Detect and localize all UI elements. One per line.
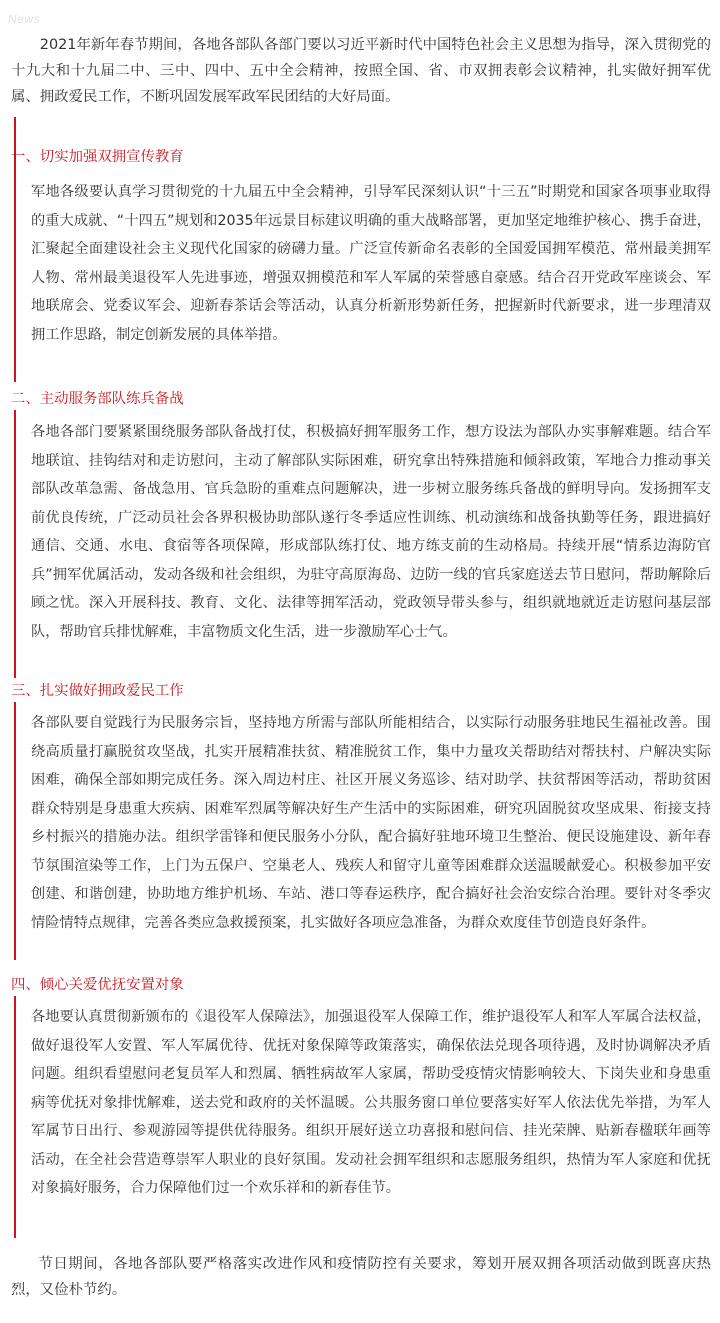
section-4-heading: 四、倾心关爱优抚安置对象 xyxy=(11,977,184,993)
news-watermark: News xyxy=(8,12,41,26)
section-2-body: 各地各部门要紧紧围绕服务部队备战打仗，积极搞好拥军服务工作，想方设法为部队办实事解难题。结合军地联谊、挂钩结对和走访慰问，主动了解部队实际困难，研究拿出特殊措施和倾斜政策，军地合力推动事关部队改革急需、备战急用、官兵急盼的重难点问题解决，进一步树立服务练兵备战的鲜明导向。发扬拥军支前优良传统，广泛动员社会各界积极协助部队遂行冬季适应性训练、机动演练和战备执勤等任务，跟进搞好通信、交通、水电、食宿等各项保障，形成部队练打仗、地方练支前的生动格局。持续开展“情系边海防官兵”拥军优属活动，发动各级和社会组织，为驻守高原海岛、边防一线的官兵家庭送去节日慰问，帮助解除后顾之忧。深入开展科技、教育、文化、法律等拥军活动，党政领导带头参与，组织就地就近走访慰问基层部队，帮助官兵排忧解难，丰富物质文化生活，进一步激励军心士气。 xyxy=(31,424,711,640)
section-3-body: 各部队要自觉践行为民服务宗旨，坚持地方所需与部队所能相结合，以实际行动服务驻地民生福祉改善。围绕高质量打赢脱贫攻坚战，扎实开展精准扶贫、精准脱贫工作，集中力量攻关帮助结对帮扶村、户解决实际困难，确保全部如期完成任务。深入周边村庄、社区开展义务巡诊、结对助学、扶贫帮困等活动，帮助贫困群众特别是身患重大疾病、困难军烈属等解决好生产生活中的实际困难，研究巩固脱贫攻坚成果、衔接支持乡村振兴的措施办法。组织学雷锋和便民服务小分队，配合搞好驻地环境卫生整治、便民设施建设、新年春节氛围渲染等工作，上门为五保户、空巢老人、残疾人和留守儿童等困难群众送温暖献爱心。积极参加平安创建、和谐创建，协助地方维护机场、车站、港口等春运秩序，配合搞好社会治安综合治理。要针对冬季灾情险情特点规律，完善各类应急救援预案，扎实做好各项应急准备，为群众欢度佳节创造良好条件。 xyxy=(31,715,711,931)
section-4-body: 各地要认真贯彻新颁布的《退役军人保障法》，加强退役军人保障工作，维护退役军人和军人军属合法权益，做好退役军人安置、军人军属优待、优抚对象保障等政策落实，确保依法兑现各项待遇，及时协调解决矛盾问题。组织看望慰问老复员军人和烈属、牺牲病故军人家属，帮助受疫情灾情影响较大、下岗失业和身患重病等优抚对象排忧解难，送去党和政府的关怀温暖。公共服务窗口单位要落实好军人依法优先举措，为军人军属节日出行、参观游园等提供优待服务。组织开展好送立功喜报和慰问信、挂光荣牌、贴新春楹联年画等活动，在全社会营造尊崇军人职业的良好氛围。发动社会拥军组织和志愿服务组织，热情为军人家庭和优抚对象搞好服务，合力保障他们过一个欢乐祥和的新春佳节。 xyxy=(31,1009,711,1196)
section-2-heading: 二、主动服务部队练兵备战 xyxy=(11,391,184,407)
section-1-heading: 一、切实加强双拥宣传教育 xyxy=(11,149,184,165)
section-2-bar xyxy=(14,410,16,678)
intro-paragraph: 2021年新年春节期间，各地各部队各部门要以习近平新时代中国特色社会主义思想为指导，深入贯彻党的十九大和十九届二中、三中、四中、五中全会精神，按照全国、省、市双拥表彰会议精神，扎实做好拥军优属、拥政爱民工作，不断巩固发展军政军民团结的大好局面。 xyxy=(11,37,711,105)
section-3-heading: 三、扎实做好拥政爱民工作 xyxy=(11,683,184,699)
section-1-body: 军地各级要认真学习贯彻党的十九届五中全会精神，引导军民深刻认识“十三五”时期党和国家各项事业取得的重大成就、“十四五”规划和2035年远景目标建议明确的重大战略部署，更加坚定地维护核心、携手奋进，汇聚起全面建设社会主义现代化国家的磅礴力量。广泛宣传新命名表彰的全国爱国拥军模范、常州最美拥军人物、常州最美退役军人先进事迹，增强双拥模范和军人军属的荣誉感自豪感。结合召开党政军座谈会、军地联席会、党委议军会、迎新春茶话会等活动，认真分析新形势新任务，把握新时代新要求，进一步理清双拥工作思路，制定创新发展的具体举措。 xyxy=(31,184,711,343)
section-3-bar xyxy=(14,702,16,960)
closing-paragraph: 节日期间，各地各部队要严格落实改进作风和疫情防控有关要求，筹划开展双拥各项活动做到既喜庆热烈，又俭朴节约。 xyxy=(11,1256,711,1298)
section-4-bar xyxy=(14,996,16,1238)
